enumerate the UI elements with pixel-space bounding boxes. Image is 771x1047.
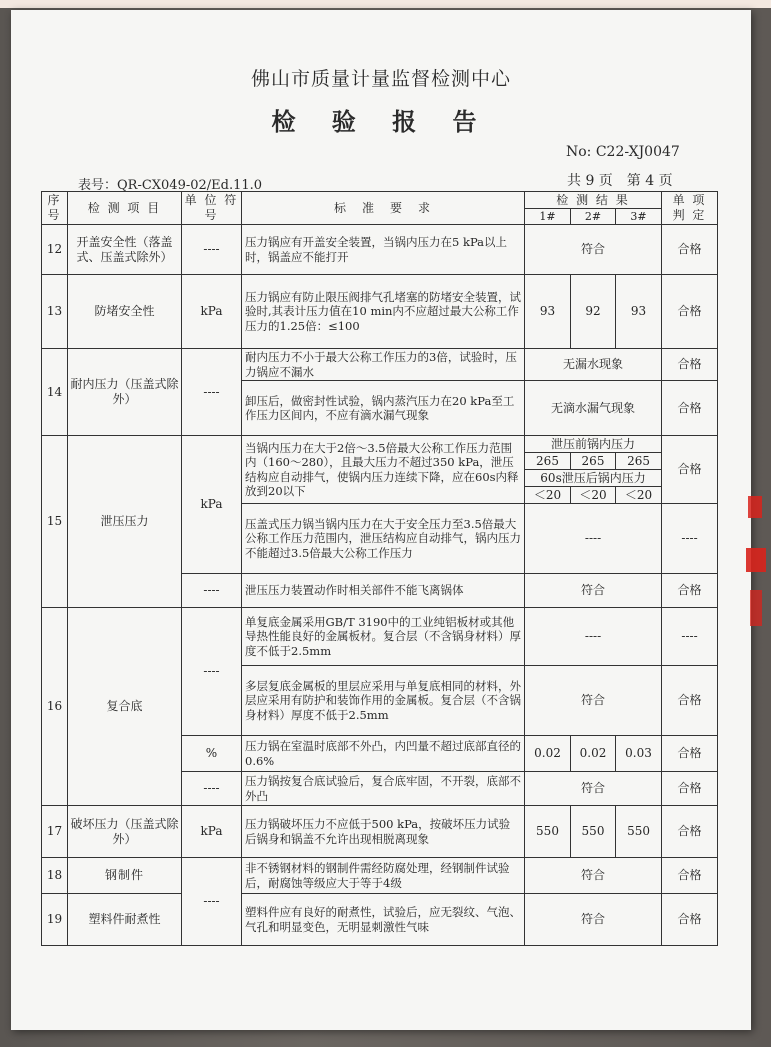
report-number: No: C22-XJ0047	[566, 144, 680, 160]
verdict-cell: 合格	[662, 349, 718, 381]
result-cell: 符合	[525, 225, 662, 275]
col-results: 检 测 结 果	[525, 192, 662, 209]
table-row	[42, 436, 718, 453]
result-1-cell: 265	[525, 453, 571, 470]
seq-cell: 14	[42, 349, 68, 436]
item-cell: 破坏压力（压盖式除外）	[68, 806, 182, 858]
unit-cell: ----	[182, 225, 242, 275]
result-cell: 符合	[525, 894, 662, 946]
standard-cell: 压盖式压力锅当锅内压力在大于安全压力至3.5倍最大公称工作压力范围内，泄压结构应自动排气，锅内压力不能超过3.5倍最大公称工作压力	[242, 504, 525, 574]
col-item: 检 测 项 目	[68, 192, 182, 225]
standard-cell: 泄压压力装置动作时相关部件不能飞离锅体	[242, 574, 525, 608]
item-cell: 防堵安全性	[68, 275, 182, 349]
table-row	[42, 225, 718, 275]
table-row	[42, 349, 718, 381]
unit-cell: kPa	[182, 806, 242, 858]
result-1-cell: 0.02	[525, 736, 571, 772]
result-3-cell: 93	[616, 275, 662, 349]
result-2-cell: ＜20	[571, 487, 616, 504]
col-r3: 3#	[616, 209, 662, 225]
verdict-cell: 合格	[662, 858, 718, 894]
verdict-cell: 合格	[662, 574, 718, 608]
standard-cell: 多层复底金属板的里层应采用与单复底相同的材料，外层应采用有防护和装饰作用的金属板。复合层（不含锅身材料）厚度不低于2.5mm	[242, 666, 525, 736]
seq-cell: 19	[42, 894, 68, 946]
result-cell: 符合	[525, 666, 662, 736]
seq-cell: 17	[42, 806, 68, 858]
standard-cell: 卸压后，做密封性试验，锅内蒸汽压力在20 kPa至工作压力区间内，不应有滴水漏气现象	[242, 381, 525, 436]
standard-cell: 非不锈钢材料的钢制件需经防腐处理，经钢制件试验后，耐腐蚀等级应大于等于4级	[242, 858, 525, 894]
verdict-cell: 合格	[662, 666, 718, 736]
verdict-cell: 合格	[662, 736, 718, 772]
standard-cell: 当锅内压力在大于2倍～3.5倍最大公称工作压力范围内（160～280），且最大压力不超过350 kPa，泄压结构应自动排气，使锅内压力连续下降，应在60s内释放到20以下	[242, 436, 525, 504]
page-indicator: 共 9 页 第 4 页	[567, 173, 673, 189]
verdict-cell: 合格	[662, 806, 718, 858]
seq-cell: 12	[42, 225, 68, 275]
item-cell: 耐内压力（压盖式除外）	[68, 349, 182, 436]
verdict-cell: ----	[662, 608, 718, 666]
table-row	[42, 806, 718, 858]
verdict-cell: 合格	[662, 381, 718, 436]
verdict-cell: 合格	[662, 772, 718, 806]
top-strip	[0, 0, 771, 8]
result-3-cell: 0.03	[616, 736, 662, 772]
result-2-cell: 0.02	[571, 736, 616, 772]
unit-cell: ----	[182, 574, 242, 608]
result-label-cell: 60s泄压后锅内压力	[525, 470, 662, 487]
item-cell: 钢制件	[68, 858, 182, 894]
verdict-cell: ----	[662, 504, 718, 574]
seq-cell: 16	[42, 608, 68, 806]
unit-cell: %	[182, 736, 242, 772]
standard-cell: 压力锅应有防止限压阀排气孔堵塞的防堵安全装置，试验时,其表计压力值在10 min内不应超过最大公称工作压力的1.25倍：≤100	[242, 275, 525, 349]
item-cell: 塑料件耐煮性	[68, 894, 182, 946]
form-number: 表号：QR-CX049-02/Ed.11.0	[78, 178, 263, 193]
standard-cell: 压力锅破坏压力不应低于500 kPa，按破坏压力试验后锅身和锅盖不允许出现相脱离现象	[242, 806, 525, 858]
item-cell: 复合底	[68, 608, 182, 806]
unit-cell: ----	[182, 349, 242, 436]
result-cell: 无漏水现象	[525, 349, 662, 381]
standard-cell: 耐内压力不小于最大公称工作压力的3倍，试验时，压力锅应不漏水	[242, 349, 525, 381]
result-cell: 无滴水漏气现象	[525, 381, 662, 436]
seq-cell: 15	[42, 436, 68, 608]
standard-cell: 单复底金属采用GB/T 3190中的工业纯铝板材或其他导热性能良好的金属板材。复合层（不含锅身材料）厚度不低于2.5mm	[242, 608, 525, 666]
result-label-cell: 泄压前锅内压力	[525, 436, 662, 453]
verdict-cell: 合格	[662, 436, 718, 504]
inspection-table	[41, 191, 718, 946]
result-cell: 符合	[525, 574, 662, 608]
seq-cell: 13	[42, 275, 68, 349]
unit-cell: ----	[182, 608, 242, 736]
seq-cell: 18	[42, 858, 68, 894]
result-1-cell: 550	[525, 806, 571, 858]
item-cell: 泄压压力	[68, 436, 182, 608]
standard-cell: 压力锅应有开盖安全装置，当锅内压力在5 kPa以上时，锅盖应不能打开	[242, 225, 525, 275]
col-verdict: 单 项 判 定	[662, 192, 718, 225]
org-name: 佛山市质量计量监督检测中心	[250, 68, 511, 90]
col-r1: 1#	[525, 209, 571, 225]
col-standard: 标 准 要 求	[242, 192, 525, 225]
verdict-cell: 合格	[662, 275, 718, 349]
seam-stamp-mark	[742, 490, 770, 650]
result-cell: 符合	[525, 772, 662, 806]
verdict-cell: 合格	[662, 225, 718, 275]
table-row	[42, 894, 718, 946]
result-cell: ----	[525, 608, 662, 666]
result-2-cell: 265	[571, 453, 616, 470]
report-page	[11, 10, 751, 1030]
unit-cell: ----	[182, 772, 242, 806]
report-title: 检 验 报 告	[271, 107, 491, 136]
item-cell: 开盖安全性（落盖式、压盖式除外）	[68, 225, 182, 275]
result-2-cell: 550	[571, 806, 616, 858]
result-1-cell: 93	[525, 275, 571, 349]
col-seq: 序号	[42, 192, 68, 225]
col-unit: 单 位 符 号	[182, 192, 242, 225]
unit-cell: kPa	[182, 436, 242, 574]
standard-cell: 塑料件应有良好的耐煮性，试验后，应无裂纹、气泡、气孔和明显变色，无明显刺激性气味	[242, 894, 525, 946]
result-cell: 符合	[525, 858, 662, 894]
standard-cell: 压力锅按复合底试验后，复合底牢固，不开裂，底部不外凸	[242, 772, 525, 806]
result-cell: ----	[525, 504, 662, 574]
unit-cell: kPa	[182, 275, 242, 349]
result-3-cell: ＜20	[616, 487, 662, 504]
unit-cell: ----	[182, 858, 242, 946]
result-2-cell: 92	[571, 275, 616, 349]
table-row	[42, 858, 718, 894]
result-3-cell: 265	[616, 453, 662, 470]
table-row	[42, 275, 718, 349]
standard-cell: 压力锅在室温时底部不外凸，内凹量不超过底部直径的0.6%	[242, 736, 525, 772]
table-row	[42, 608, 718, 666]
result-3-cell: 550	[616, 806, 662, 858]
verdict-cell: 合格	[662, 894, 718, 946]
col-r2: 2#	[571, 209, 616, 225]
result-1-cell: ＜20	[525, 487, 571, 504]
